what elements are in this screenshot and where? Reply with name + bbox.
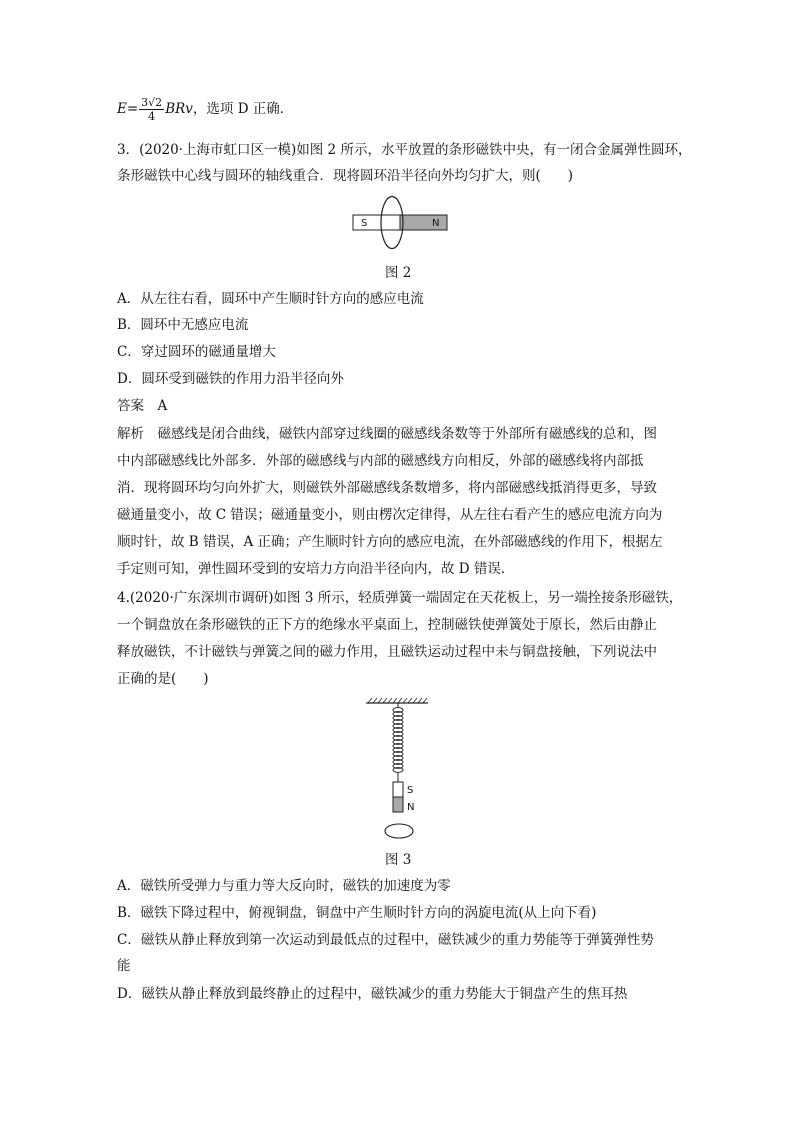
- q3-option-c: C．穿过圆环的磁通量增大: [117, 344, 276, 360]
- q3-stem-line-1: 3．(2020·上海市虹口区一模)如图 2 所示，水平放置的条形磁铁中央，有一闭合金属弹性圆环，: [117, 142, 692, 158]
- formula-rhs: BRv: [165, 101, 193, 117]
- magnet-n-label: N: [432, 218, 440, 229]
- formula-eq: =: [126, 101, 139, 117]
- magnet-s-label: S: [407, 785, 414, 796]
- figure-2-magnet-ring: [345, 193, 465, 253]
- spring-coils: [393, 708, 403, 773]
- q3-option-b: B．圆环中无感应电流: [117, 317, 249, 333]
- magnet-n-half: [400, 215, 447, 230]
- formula-numerator: 3√2: [141, 96, 163, 109]
- q3-analysis-line-4: 磁通量变小，故 C 错误；磁通量变小，则由楞次定律得，从左往右看产生的感应电流方向为: [117, 507, 663, 523]
- formula-line: [117, 96, 293, 123]
- figure-3-spring-magnet: [360, 694, 440, 844]
- q4-option-d: D．磁铁从静止释放到最终静止的过程中，磁铁减少的重力势能大于铜盘产生的焦耳热: [117, 986, 628, 1002]
- copper-disc: [385, 824, 413, 838]
- magnet-s-pole: [393, 782, 403, 797]
- q4-stem-line-4: 正确的是( ): [117, 671, 209, 687]
- q3-analysis-line-1: 解析 磁感线是闭合曲线，磁铁内部穿过线圈的磁感线条数等于外部所有磁感线的总和，图: [117, 426, 657, 442]
- q3-answer: 答案 A: [117, 398, 168, 414]
- q4-option-c: C．磁铁从静止释放到第一次运动到最低点的过程中，磁铁减少的重力势能等于弹簧弹性势: [117, 932, 654, 948]
- formula-lhs: E: [117, 101, 127, 117]
- q3-analysis-line-5: 顺时针，故 B 错误，A 正确；产生顺时针方向的感应电流，在外部磁感线的作用下，根据左: [117, 534, 663, 550]
- q3-option-a: A．从左往右看，圆环中产生顺时针方向的感应电流: [117, 291, 424, 307]
- ceiling-hatch: [368, 698, 427, 703]
- magnet-n-pole: [393, 797, 403, 812]
- q3-analysis-line-6: 手定则可知，弹性圆环受到的安培力方向沿半径向内，故 D 错误．: [117, 561, 515, 577]
- q3-stem-line-2: 条形磁铁中心线与圆环的轴线重合．现将圆环沿半径向外均匀扩大，则( ): [117, 168, 574, 184]
- formula-tail: ，选项 D 正确．: [192, 101, 294, 117]
- magnet-n-label: N: [407, 802, 415, 813]
- q4-option-b: B．磁铁下降过程中，俯视铜盘，铜盘中产生顺时针方向的涡旋电流(从上向下看): [117, 905, 597, 921]
- q4-option-c-continued: 能: [117, 958, 131, 974]
- q4-option-a: A．磁铁所受弹力与重力等大反向时，磁铁的加速度为零: [117, 878, 451, 894]
- q3-analysis-line-2: 中内部磁感线比外部多．外部的磁感线与内部的磁感线方向相反，外部的磁感线将内部抵: [117, 453, 644, 469]
- magnet-s-label: S: [361, 218, 368, 229]
- q4-stem-line-1: 4.(2020·广东深圳市调研)如图 3 所示，轻质弹簧一端固定在天花板上，另一端拴接条形磁铁，: [117, 590, 683, 606]
- q3-option-d: D．圆环受到磁铁的作用力沿半径向外: [117, 371, 344, 387]
- q3-analysis-line-3: 消．现将圆环均匀向外扩大，则磁铁外部磁感线条数增多，将内部磁感线抵消得更多，导致: [117, 480, 657, 496]
- formula-denominator: 4: [148, 110, 156, 123]
- figure-3-caption: 图 3: [385, 852, 412, 868]
- formula-fraction: [139, 96, 164, 123]
- q4-stem-line-2: 一个铜盘放在条形磁铁的正下方的绝缘水平桌面上，控制磁铁使弹簧处于原长，然后由静止: [117, 617, 657, 633]
- q4-stem-line-3: 释放磁铁，不计磁铁与弹簧之间的磁力作用，且磁铁运动过程中未与铜盘接触，下列说法中: [117, 644, 657, 660]
- figure-2-caption: 图 2: [385, 265, 412, 281]
